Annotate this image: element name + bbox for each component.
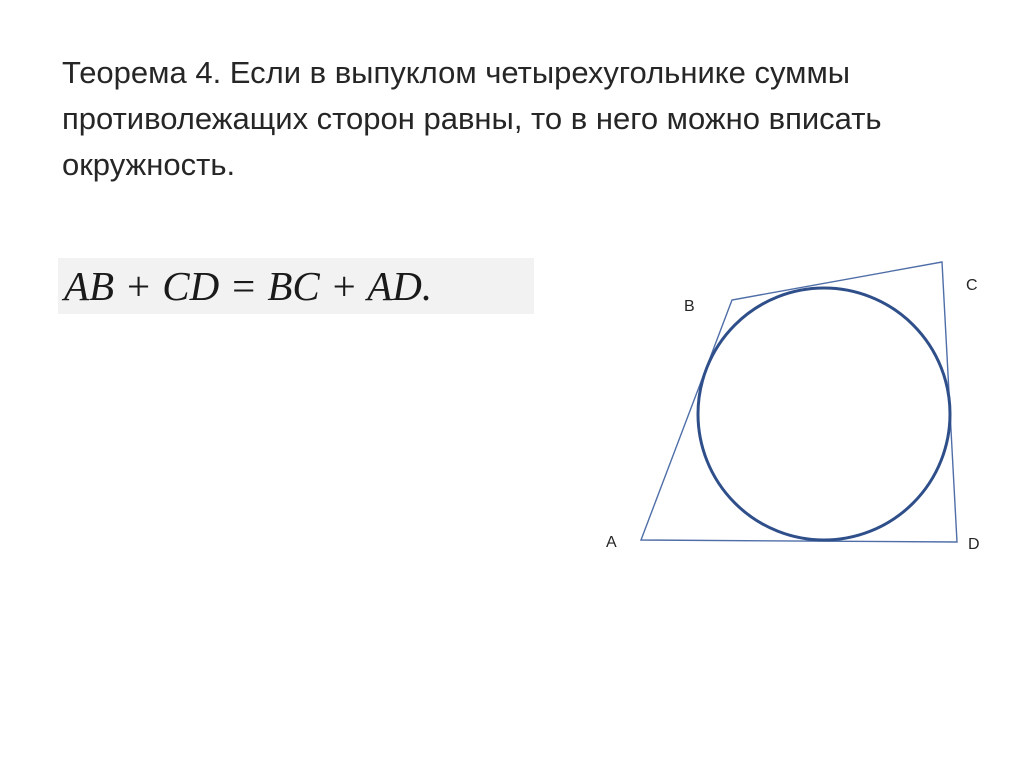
vertex-label-a: A (606, 534, 617, 551)
formula-text: AB + CD = BC + AD. (64, 263, 433, 309)
vertex-label-d: D (968, 536, 980, 553)
vertex-label-b: B (684, 298, 695, 315)
theorem-statement: Теорема 4. Если в выпуклом четырехугольнике суммы противолежащих сторон равны, то в него можно вписать окружность. (62, 55, 882, 182)
inscribed-circle (698, 288, 950, 540)
vertex-label-c: C (966, 277, 978, 294)
